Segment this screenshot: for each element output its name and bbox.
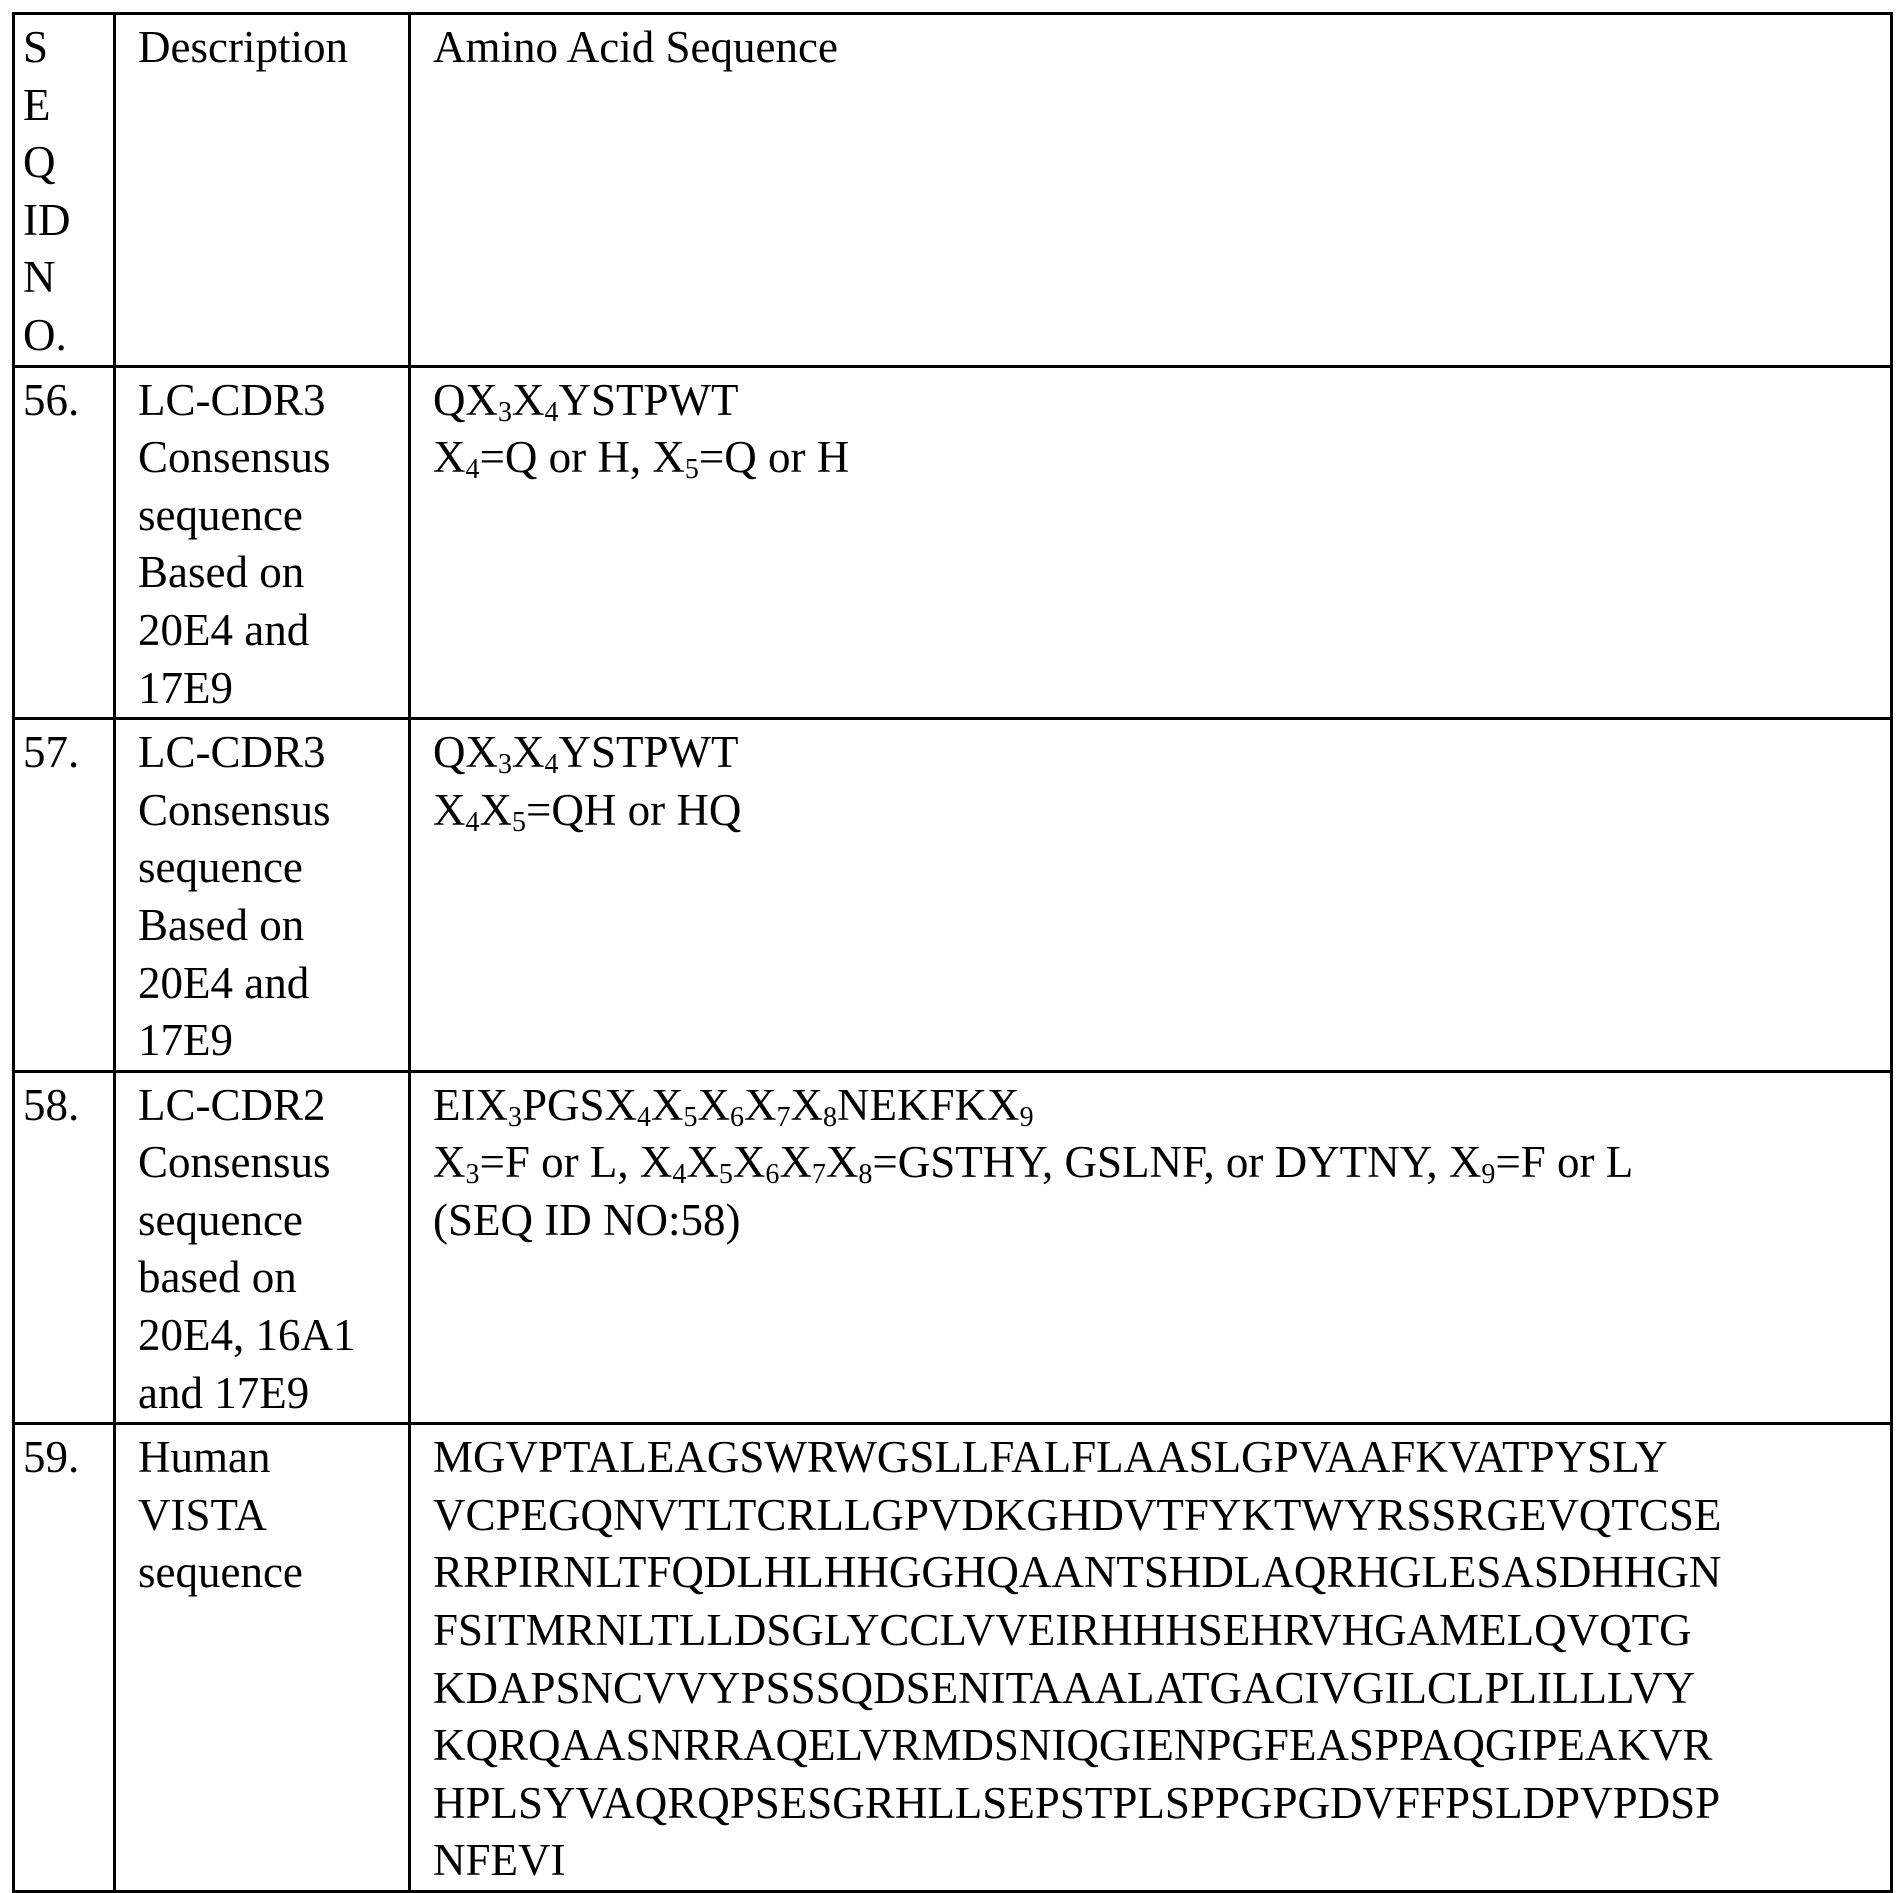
- sequence-line: [433, 1134, 1890, 1192]
- description-line: sequence: [138, 487, 408, 545]
- seq-id-cell: 56.: [14, 366, 115, 719]
- table-header-row: [14, 14, 1892, 367]
- subscript-index: 6: [765, 1159, 779, 1190]
- description-line: 17E9: [138, 660, 408, 718]
- description-line: 20E4, 16A1: [138, 1307, 408, 1365]
- subscript-index: 9: [1481, 1159, 1495, 1190]
- sequence-text: (SEQ ID NO:58): [433, 1195, 740, 1245]
- description-cell: [115, 719, 410, 1072]
- sequence-text: PGSX: [522, 1080, 637, 1130]
- subscript-index: 7: [777, 1102, 791, 1133]
- sequence-text: NFEVI: [433, 1835, 566, 1885]
- header-seq-id-no: [14, 14, 115, 367]
- description-line: Human: [138, 1429, 408, 1487]
- sequence-text: X: [512, 375, 545, 425]
- description-line: 20E4 and: [138, 602, 408, 660]
- sequence-line: [433, 1487, 1890, 1545]
- sequence-text: =Q or H, X: [480, 432, 685, 482]
- sequence-line: [433, 1660, 1890, 1718]
- description-cell: [115, 366, 410, 719]
- sequence-text: HPLSYVAQRQPSESGRHLLSEPSTPLSPPGPGDVFFPSLDPVPDSP: [433, 1778, 1720, 1828]
- subscript-index: 4: [672, 1159, 686, 1190]
- sequence-line: [433, 1429, 1890, 1487]
- sequence-text: VCPEGQNVTLTCRLLGPVDKGHDVTFYKTWYRSSRGEVQTCSE: [433, 1490, 1721, 1540]
- sequence-line: [433, 372, 1890, 430]
- sequence-cell: [410, 1071, 1892, 1424]
- subscript-index: 5: [685, 454, 699, 485]
- description-line: and 17E9: [138, 1365, 408, 1423]
- sequence-line: [433, 782, 1890, 840]
- sequence-text: QX: [433, 727, 498, 777]
- subscript-index: 4: [466, 807, 480, 838]
- sequence-text: X: [512, 727, 545, 777]
- subscript-index: 5: [684, 1102, 698, 1133]
- description-line: 17E9: [138, 1012, 408, 1070]
- table-row: [14, 1424, 1892, 1892]
- description-line: Consensus: [138, 1134, 408, 1192]
- sequence-text: =F or L: [1495, 1137, 1633, 1187]
- sequence-text: RRPIRNLTFQDLHLHHGGHQAANTSHDLAQRHGLESASDHHGN: [433, 1547, 1721, 1597]
- description-line: sequence: [138, 1192, 408, 1250]
- seq-id-cell: 59.: [14, 1424, 115, 1892]
- header-seq-id-letter: S: [23, 19, 113, 77]
- subscript-index: 3: [508, 1102, 522, 1133]
- description-line: Consensus: [138, 429, 408, 487]
- sequence-text: =Q or H: [699, 432, 849, 482]
- subscript-index: 3: [466, 1159, 480, 1190]
- table-row: [14, 366, 1892, 719]
- sequence-line: [433, 1544, 1890, 1602]
- sequence-text: X: [698, 1080, 731, 1130]
- sequence-text: YSTPWT: [559, 727, 739, 777]
- sequence-text: X: [433, 432, 466, 482]
- sequence-cell: [410, 719, 1892, 1072]
- sequence-line: [433, 1192, 1890, 1250]
- sequence-line: [433, 1717, 1890, 1775]
- header-seq-id-letter: Q: [23, 134, 113, 192]
- description-cell: [115, 1424, 410, 1892]
- sequence-cell: [410, 1424, 1892, 1892]
- sequence-table: [12, 12, 1893, 1893]
- subscript-index: 9: [1020, 1102, 1034, 1133]
- sequence-text: X: [826, 1137, 859, 1187]
- description-line: sequence: [138, 839, 408, 897]
- description-line: Based on: [138, 897, 408, 955]
- description-line: sequence: [138, 1544, 408, 1602]
- sequence-line: [433, 1832, 1890, 1890]
- sequence-text: EIX: [433, 1080, 508, 1130]
- description-line: 20E4 and: [138, 955, 408, 1013]
- subscript-index: 4: [545, 397, 559, 428]
- subscript-index: 7: [812, 1159, 826, 1190]
- sequence-text: YSTPWT: [559, 375, 739, 425]
- table-row: [14, 1071, 1892, 1424]
- header-seq-id-letter: E: [23, 77, 113, 135]
- header-seq-id-letter: ID: [23, 192, 113, 250]
- description-line: LC-CDR3: [138, 372, 408, 430]
- subscript-index: 5: [719, 1159, 733, 1190]
- description-line: LC-CDR2: [138, 1077, 408, 1135]
- sequence-text: NEKFKX: [837, 1080, 1020, 1130]
- description-line: LC-CDR3: [138, 724, 408, 782]
- sequence-text: X: [779, 1137, 812, 1187]
- sequence-text: KDAPSNCVVYPSSSQDSENITAAALATGACIVGILCLPLILLLVY: [433, 1663, 1695, 1713]
- header-description: Description: [115, 14, 410, 367]
- sequence-text: X: [651, 1080, 684, 1130]
- subscript-index: 4: [545, 749, 559, 780]
- sequence-text: =QH or HQ: [526, 785, 741, 835]
- sequence-line: [433, 1602, 1890, 1660]
- sequence-text: X: [433, 1137, 466, 1187]
- sequence-text: X: [791, 1080, 824, 1130]
- sequence-text: X: [744, 1080, 777, 1130]
- description-line: based on: [138, 1249, 408, 1307]
- sequence-line: [433, 1775, 1890, 1833]
- sequence-line: [433, 724, 1890, 782]
- seq-id-cell: 58.: [14, 1071, 115, 1424]
- seq-id-cell: 57.: [14, 719, 115, 1072]
- sequence-text: =F or L, X: [480, 1137, 673, 1187]
- subscript-index: 6: [730, 1102, 744, 1133]
- subscript-index: 8: [858, 1159, 872, 1190]
- sequence-text: MGVPTALEAGSWRWGSLLFALFLAASLGPVAAFKVATPYSLY: [433, 1432, 1668, 1482]
- subscript-index: 3: [498, 749, 512, 780]
- sequence-line: [433, 429, 1890, 487]
- subscript-index: 4: [637, 1102, 651, 1133]
- subscript-index: 4: [466, 454, 480, 485]
- sequence-text: =GSTHY, GSLNF, or DYTNY, X: [872, 1137, 1481, 1187]
- table-row: [14, 719, 1892, 1072]
- sequence-text: X: [686, 1137, 719, 1187]
- header-seq-id-letter: O.: [23, 307, 113, 365]
- subscript-index: 8: [823, 1102, 837, 1133]
- sequence-text: X: [480, 785, 513, 835]
- sequence-text: X: [733, 1137, 766, 1187]
- sequence-text: KQRQAASNRRAQELVRMDSNIQGIENPGFEASPPAQGIPEAKVR: [433, 1720, 1712, 1770]
- sequence-text: QX: [433, 375, 498, 425]
- description-line: VISTA: [138, 1487, 408, 1545]
- header-amino-acid-sequence: Amino Acid Sequence: [410, 14, 1892, 367]
- header-seq-id-letter: N: [23, 249, 113, 307]
- sequence-text: FSITMRNLTLLDSGLYCCLVVEIRHHHSEHRVHGAMELQVQTG: [433, 1605, 1692, 1655]
- sequence-line: [433, 1077, 1890, 1135]
- description-line: Based on: [138, 544, 408, 602]
- subscript-index: 3: [498, 397, 512, 428]
- description-line: Consensus: [138, 782, 408, 840]
- sequence-cell: [410, 366, 1892, 719]
- subscript-index: 5: [512, 807, 526, 838]
- sequence-text: X: [433, 785, 466, 835]
- description-cell: [115, 1071, 410, 1424]
